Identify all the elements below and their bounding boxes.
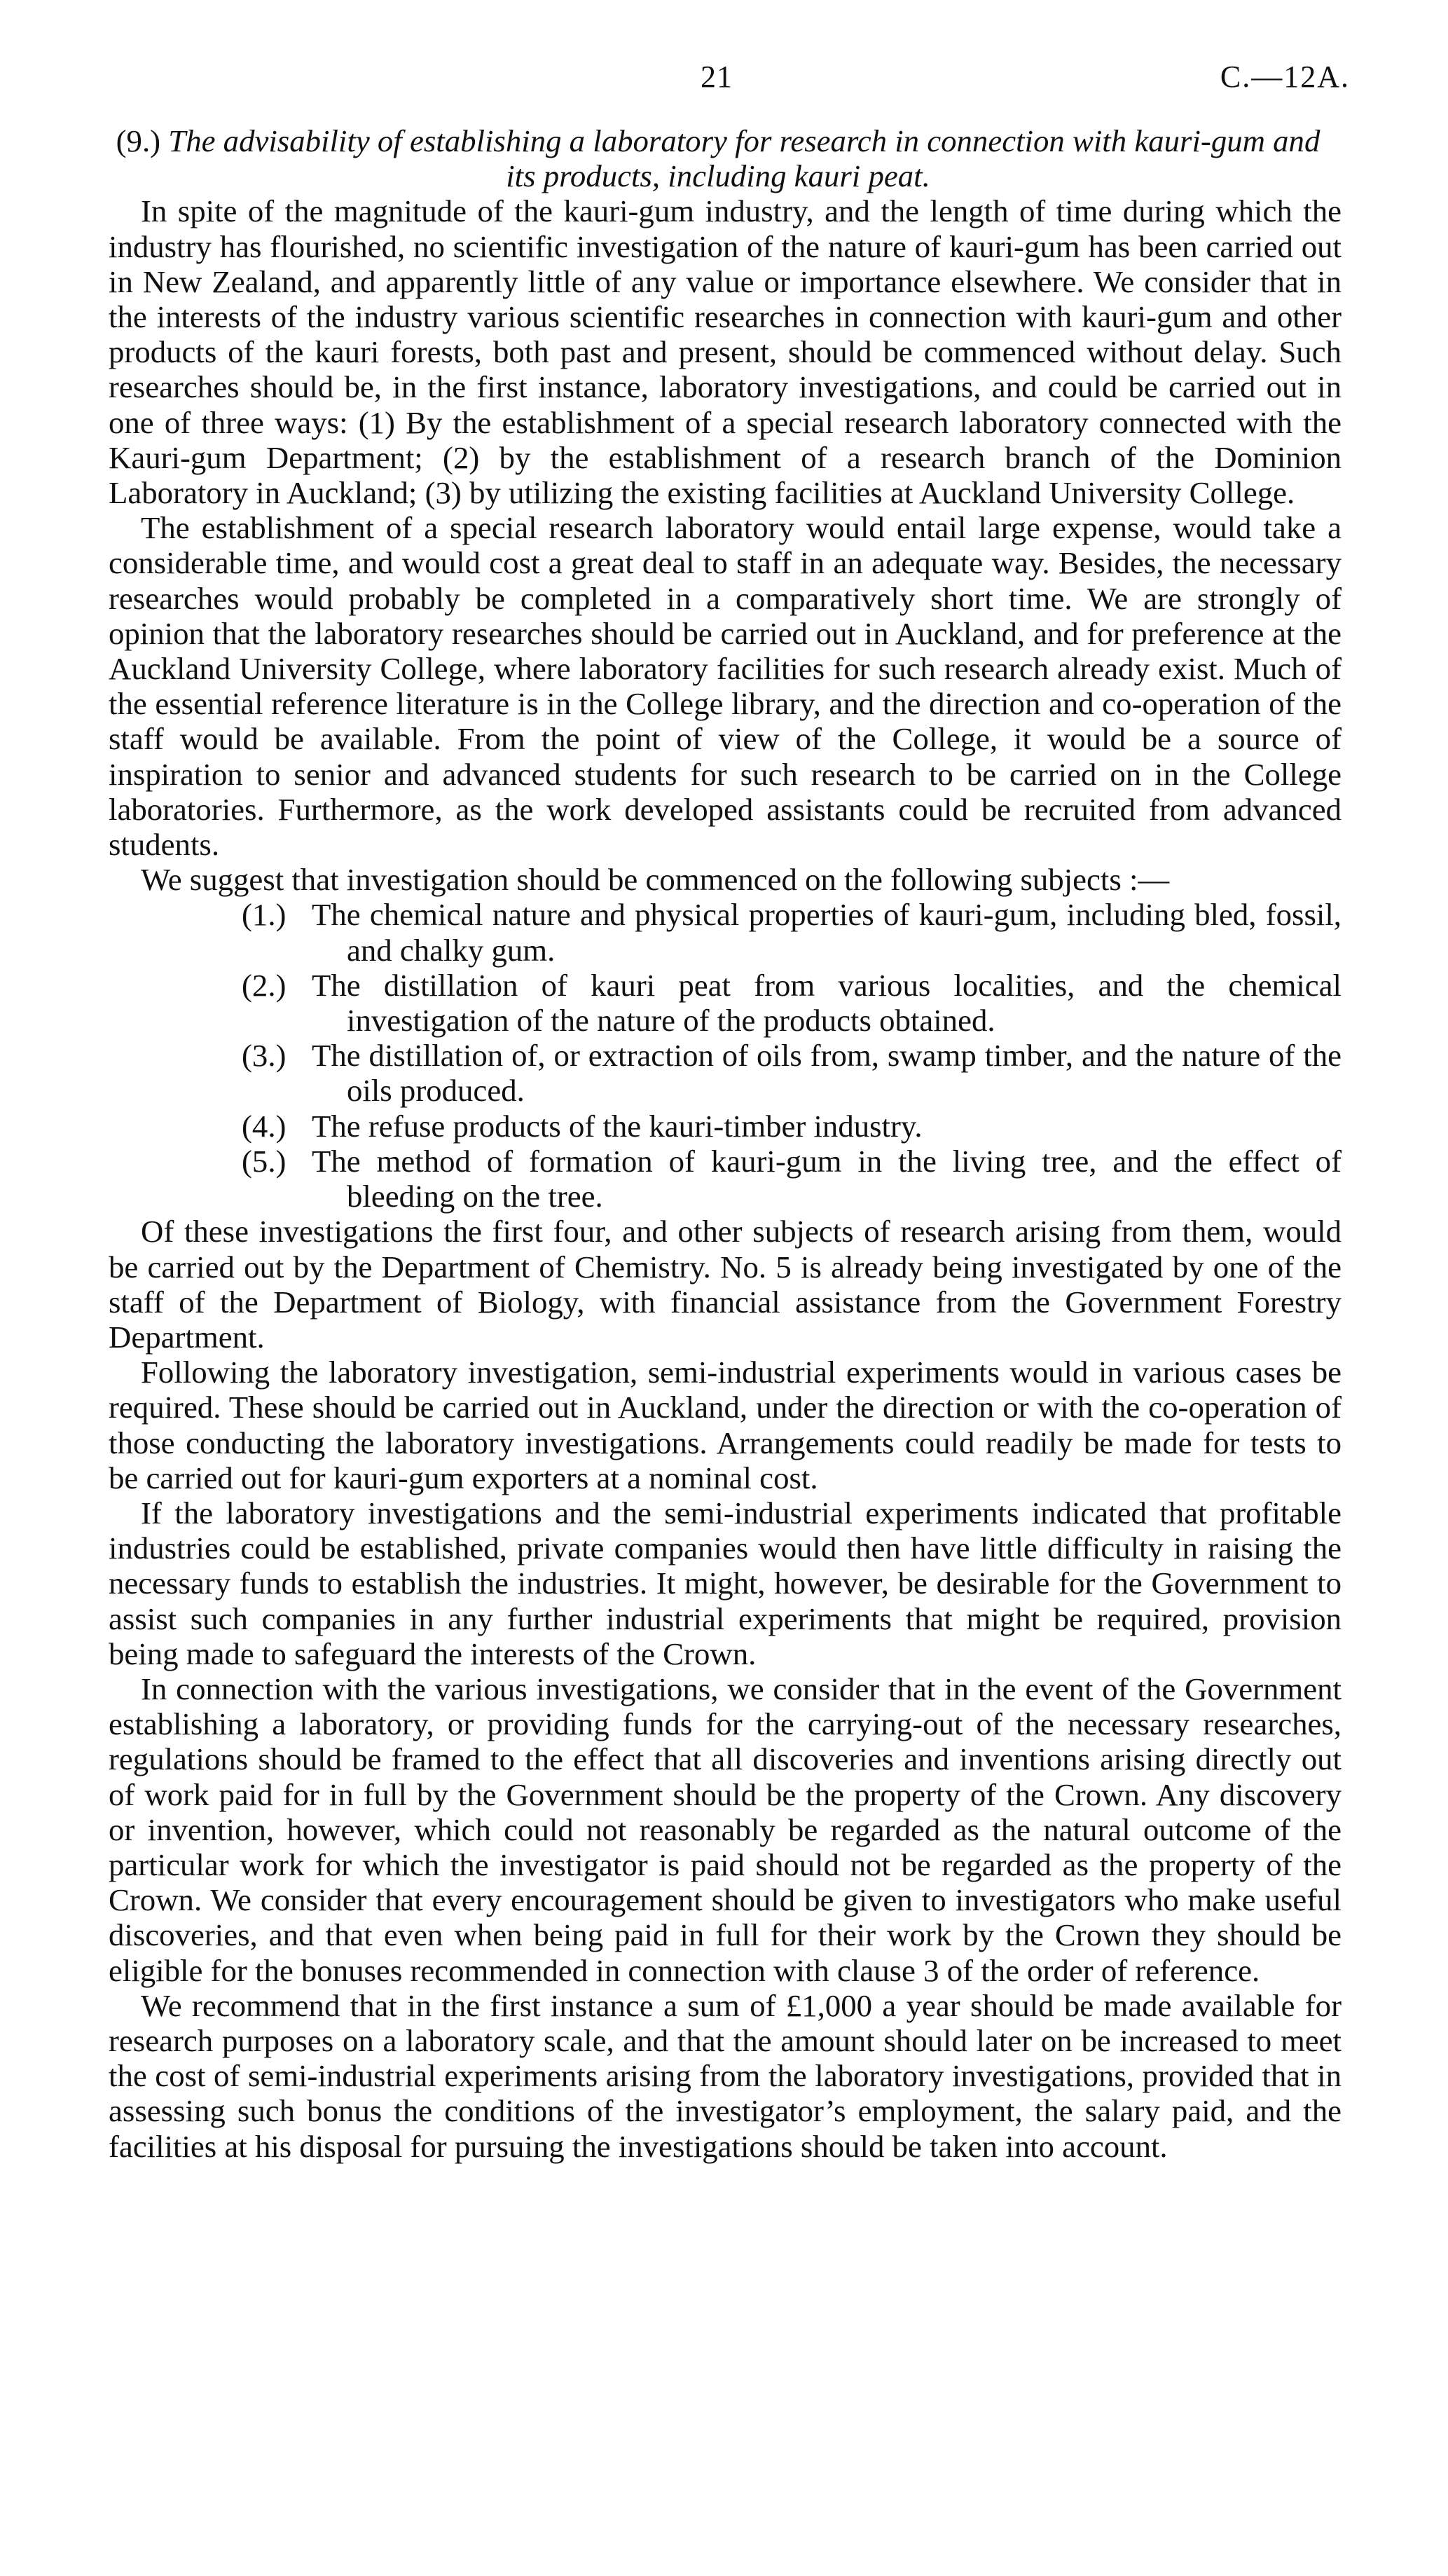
paragraph: We recommend that in the first instance a sum of £1,000 a year should be made available for research purposes on a laboratory scale, and that the amount should later on be increased to meet the cost of semi-industrial experiments arising from the laboratory investigations, provided that in assessing such bonus the conditions of the investigator’s employment, the salary paid, and the facilities at his disposal for pursuing the investigations should be taken into account. xyxy=(109,1987,1342,2164)
subject-text: The method of formation of kauri-gum in the living tree, and the effect of bleeding on the tree. xyxy=(312,1143,1342,1214)
paragraph: Following the laboratory investigation, semi-industrial experiments would in various cases be required. These should be carried out in Auckland, under the direction or with the co-operation of those conducting the laboratory investigations. Arrangements could readily be made for tests to be carried out for kauri-gum exporters at a nominal cost. xyxy=(109,1355,1342,1495)
subject-item xyxy=(109,1144,1342,1214)
subject-marker: (4.) xyxy=(242,1108,287,1144)
subject-marker: (2.) xyxy=(242,967,287,1003)
subject-marker: (1.) xyxy=(242,897,287,933)
document-code: C.—12A. xyxy=(1220,60,1350,94)
paragraph: The establishment of a special research laboratory would entail large expense, would take a considerable time, and would cost a great deal to staff in an adequate way. Besides, the necessary researches would probably be completed in a comparatively short time. We are strongly of opinion that the laboratory researches should be carried out in Auckland, and for preference at the Auckland University College, where laboratory facilities for such research already exist. Much of the essential reference literature is in the College library, and the direction and co-operation of the staff would be available. From the point of view of the College, it would be a source of inspiration to senior and advanced students for such research to be carried on in the College laboratories. Furthermore, as the work developed assistants could be recruited from advanced students. xyxy=(109,510,1342,863)
subject-item xyxy=(109,968,1342,1038)
subject-item xyxy=(109,897,1342,967)
subject-item xyxy=(109,1109,1342,1144)
paragraph: In spite of the magnitude of the kauri-gum industry, and the length of time during which the industry has flourished, no scientific investigation of the nature of kauri-gum has been carried out in New Zealand, and apparently little of any value or importance elsewhere. We consider that in the interests of the industry various scientific researches in connection with kauri-gum and other products of the kauri forests, both past and present, should be commenced without delay. Such researches should be, in the first instance, laboratory investigations, and could be carried out in one of three ways: (1) By the establishment of a special research laboratory connected with the Kauri-gum Department; (2) by the establishment of a research branch of the Dominion Laboratory in Auckland; (3) by utilizing the existing facilities at Auckland University College. xyxy=(109,193,1342,511)
subject-text: The distillation of, or extraction of oils from, swamp timber, and the nature of the oils produced. xyxy=(312,1038,1342,1109)
page-body xyxy=(109,123,1342,2164)
subject-marker: (5.) xyxy=(242,1143,287,1179)
section-heading xyxy=(109,123,1328,193)
subject-text: The refuse products of the kauri-timber industry. xyxy=(312,1108,923,1144)
section-title: The advisability of establishing a laboratory for research in connection with kauri-gum and its products, including kauri peat. xyxy=(168,123,1321,194)
subject-item xyxy=(109,1038,1342,1108)
subject-marker: (3.) xyxy=(242,1038,287,1074)
subjects-list xyxy=(109,897,1342,1214)
paragraph: We suggest that investigation should be commenced on the following subjects :— xyxy=(141,862,1170,898)
paragraph: If the laboratory investigations and the semi-industrial experiments indicated that profitable industries could be established, private companies would then have little difficulty in raising the necessary funds to establish the industries. It might, however, be desirable for the Government to assist such companies in any further industrial experiments that might be required, provision being made to safeguard the interests of the Crown. xyxy=(109,1495,1342,1671)
page-number: 21 xyxy=(701,60,733,94)
section-number: (9.) xyxy=(116,123,161,158)
subject-text: The chemical nature and physical properties of kauri-gum, including bled, fossil, and chalky gum. xyxy=(312,897,1342,968)
paragraph: In connection with the various investigations, we consider that in the event of the Government establishing a laboratory, or providing funds for the carrying-out of the necessary researches, regulations should be framed to the effect that all discoveries and inventions arising directly out of work paid for in full by the Government should be the property of the Crown. Any discovery or invention, however, which could not reasonably be regarded as the natural outcome of the particular work for which the investigator is paid should not be regarded as the property of the Crown. We consider that every encouragement should be given to investigators who make useful discoveries, and that even when being paid in full for their work by the Crown they should be eligible for the bonuses recommended in connection with clause 3 of the order of reference. xyxy=(109,1671,1342,1988)
paragraph: Of these investigations the first four, and other subjects of research arising from them, would be carried out by the Department of Chemistry. No. 5 is already being investigated by one of the staff of the Department of Biology, with financial assistance from the Government Forestry Department. xyxy=(109,1214,1342,1355)
subject-text: The distillation of kauri peat from various localities, and the chemical investigation of the nature of the products obtained. xyxy=(312,967,1342,1039)
